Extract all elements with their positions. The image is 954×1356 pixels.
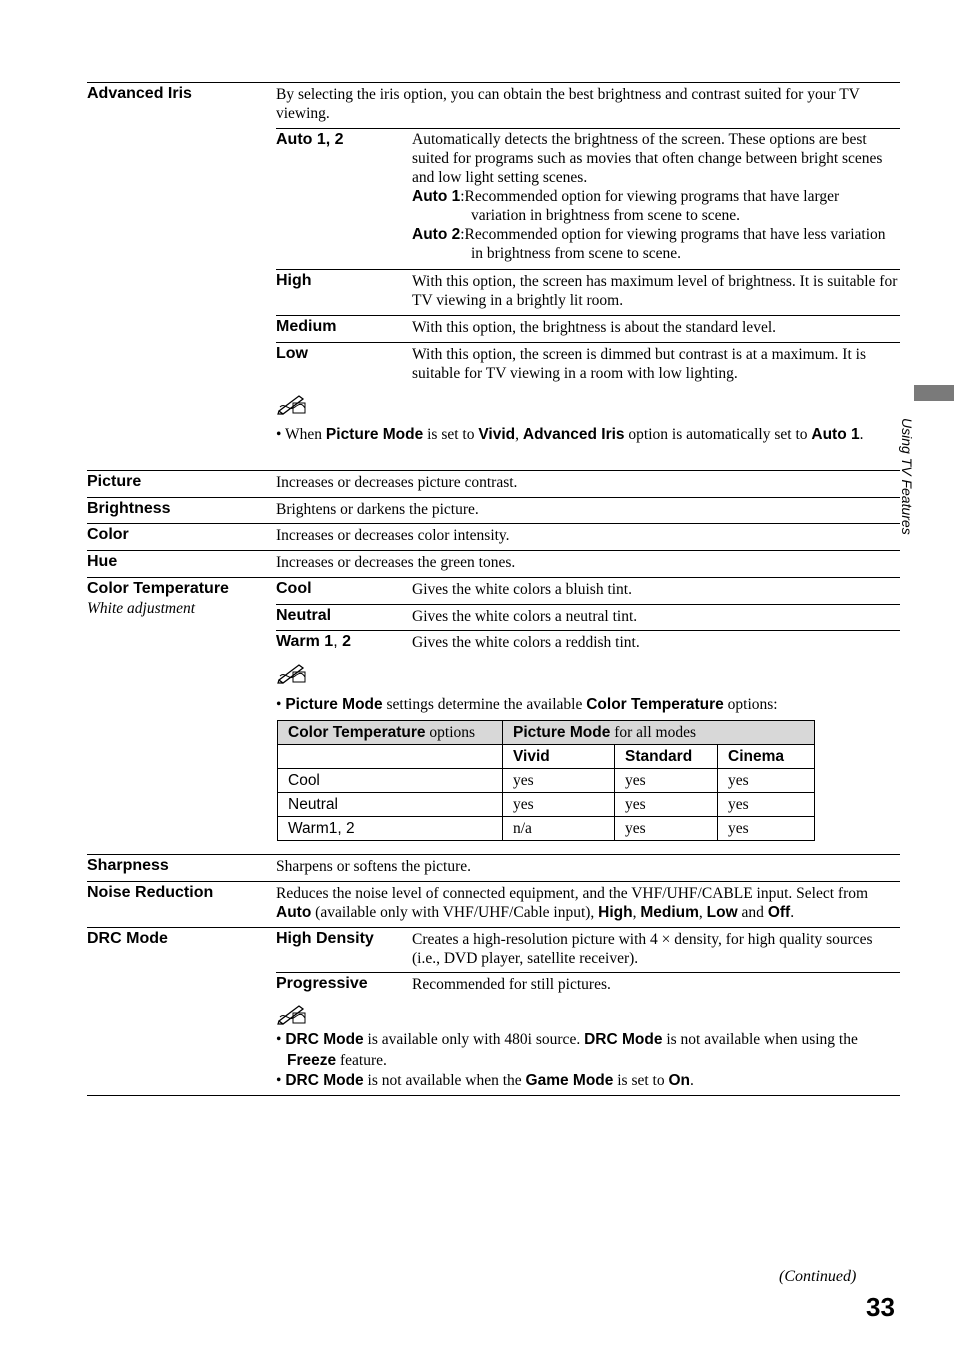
table-header-picture-mode: Picture Mode for all modes: [503, 721, 815, 745]
option-neutral-desc: Gives the white colors a neutral tint.: [412, 608, 638, 625]
table-cell: yes: [718, 817, 815, 841]
desc-sharpness: Sharpens or softens the picture.: [276, 858, 471, 875]
table-mode-vivid: Vivid: [503, 745, 615, 769]
auto1-entry: Auto 1:Recommended option for viewing programs that have larger variation in brightness from scene to scene.: [412, 188, 840, 224]
desc-color: Increases or decreases color intensity.: [276, 527, 510, 544]
option-medium-label: Medium: [276, 318, 337, 335]
option-progressive-label: Progressive: [276, 975, 368, 992]
table-cell: yes: [615, 793, 718, 817]
table-row: [278, 793, 815, 817]
desc-picture: Increases or decreases picture contrast.: [276, 474, 518, 491]
option-low-desc: With this option, the screen is dimmed but contrast is at a maximum. It is suitable for TV viewing in a room with low lighting.: [412, 346, 866, 382]
table-header-options: Color Temperature options: [278, 721, 503, 745]
option-low-label: Low: [276, 345, 308, 362]
term-noise-reduction: Noise Reduction: [87, 884, 214, 901]
table-cell: n/a: [503, 817, 615, 841]
term-advanced-iris: Advanced Iris: [87, 85, 192, 102]
option-warm-label: Warm 1, 2: [276, 633, 351, 650]
term-brightness: Brightness: [87, 500, 171, 517]
table-cell: yes: [615, 769, 718, 793]
rule: [87, 497, 900, 498]
desc-hue: Increases or decreases the green tones.: [276, 554, 516, 571]
option-auto-label: Auto 1, 2: [276, 131, 344, 148]
rule: [87, 550, 900, 551]
term-drc-mode: DRC Mode: [87, 930, 168, 947]
page-number: 33: [866, 1292, 895, 1322]
rule: [87, 577, 900, 578]
table-row-label: Neutral: [278, 793, 503, 817]
side-section-label: Using TV Features: [899, 418, 915, 535]
rule: [87, 881, 900, 882]
option-high-density-desc: Creates a high-resolution picture with 4 × density, for high quality sources (i.e., DVD player, satellite receiver).: [412, 931, 873, 967]
option-high-desc: With this option, the screen has maximum level of brightness. It is suitable for TV viewing in a brightly lit room.: [412, 273, 898, 309]
option-high-label: High: [276, 272, 312, 289]
rule: [87, 470, 900, 471]
note-pencil-icon: [277, 393, 307, 415]
note-color-temperature: • Picture Mode settings determine the available Color Temperature options:: [276, 696, 778, 713]
option-cool-label: Cool: [276, 580, 312, 597]
term-color-temperature: Color Temperature: [87, 580, 229, 597]
option-neutral-label: Neutral: [276, 607, 332, 624]
table-cell: yes: [503, 769, 615, 793]
rule: [276, 315, 900, 316]
section-tab-marker: [914, 385, 954, 401]
note-drc-mode-1: • DRC Mode is available only with 480i source. DRC Mode is not available when using the Freeze feature.: [276, 1031, 858, 1069]
rule: [276, 972, 900, 973]
table-row-label: Warm1, 2: [278, 817, 503, 841]
rule: [276, 128, 900, 129]
subterm-white-adjustment: White adjustment: [87, 600, 196, 617]
table-cell: yes: [503, 793, 615, 817]
option-auto-desc: Automatically detects the brightness of the screen. These options are best suited for programs such as movies that often change between bright scenes and low light setting scenes. Auto 1:Recommended option for viewing programs that have larger variation in brightness from scene to scene. Auto 2:Recommended option for viewing programs that have less variation in brightness from scene to scene.: [412, 130, 898, 263]
table-row: [278, 769, 815, 793]
table-mode-standard: Standard: [615, 745, 718, 769]
table-row-label: Cool: [278, 769, 503, 793]
term-color: Color: [87, 526, 129, 543]
option-progressive-desc: Recommended for still pictures.: [412, 976, 611, 993]
auto2-entry: Auto 2:Recommended option for viewing programs that have less variation in brightness from scene to scene.: [412, 226, 886, 262]
desc-noise-reduction: Reduces the noise level of connected equipment, and the VHF/UHF/CABLE input. Select from Auto (available only with VHF/UHF/Cable input), High, Medium, Low and Off.: [276, 885, 869, 921]
term-picture: Picture: [87, 473, 142, 490]
note-pencil-icon: [277, 1003, 307, 1025]
table-cell: yes: [615, 817, 718, 841]
rule: [276, 269, 900, 270]
rule: [87, 854, 900, 855]
continued-label: (Continued): [779, 1268, 857, 1285]
rule: [87, 1095, 900, 1096]
table-mode-cinema: Cinema: [718, 745, 815, 769]
table-row: [278, 817, 815, 841]
option-high-density-label: High Density: [276, 930, 374, 947]
rule: [276, 342, 900, 343]
table-cell: yes: [718, 769, 815, 793]
rule: [276, 604, 900, 605]
term-sharpness: Sharpness: [87, 857, 169, 874]
option-medium-desc: With this option, the brightness is about the standard level.: [412, 319, 777, 336]
option-warm-desc: Gives the white colors a reddish tint.: [412, 634, 640, 651]
note-advanced-iris: • When Picture Mode is set to Vivid, Advanced Iris option is automatically set to Auto 1.: [276, 426, 864, 443]
desc-advanced-iris: By selecting the iris option, you can obtain the best brightness and contrast suited for your TV viewing.: [276, 86, 860, 122]
table-mode-row: [278, 745, 815, 769]
note-pencil-icon: [277, 662, 307, 684]
table-cell: [278, 745, 503, 769]
option-cool-desc: Gives the white colors a bluish tint.: [412, 581, 632, 598]
rule: [87, 927, 900, 928]
table-cell: yes: [718, 793, 815, 817]
rule: [87, 82, 900, 83]
term-hue: Hue: [87, 553, 118, 570]
table-header-row: [278, 721, 815, 745]
desc-brightness: Brightens or darkens the picture.: [276, 501, 479, 518]
note-drc-mode-2: • DRC Mode is not available when the Game Mode is set to On.: [276, 1072, 694, 1089]
rule: [87, 523, 900, 524]
color-temperature-table: [277, 720, 815, 841]
rule: [276, 630, 900, 631]
